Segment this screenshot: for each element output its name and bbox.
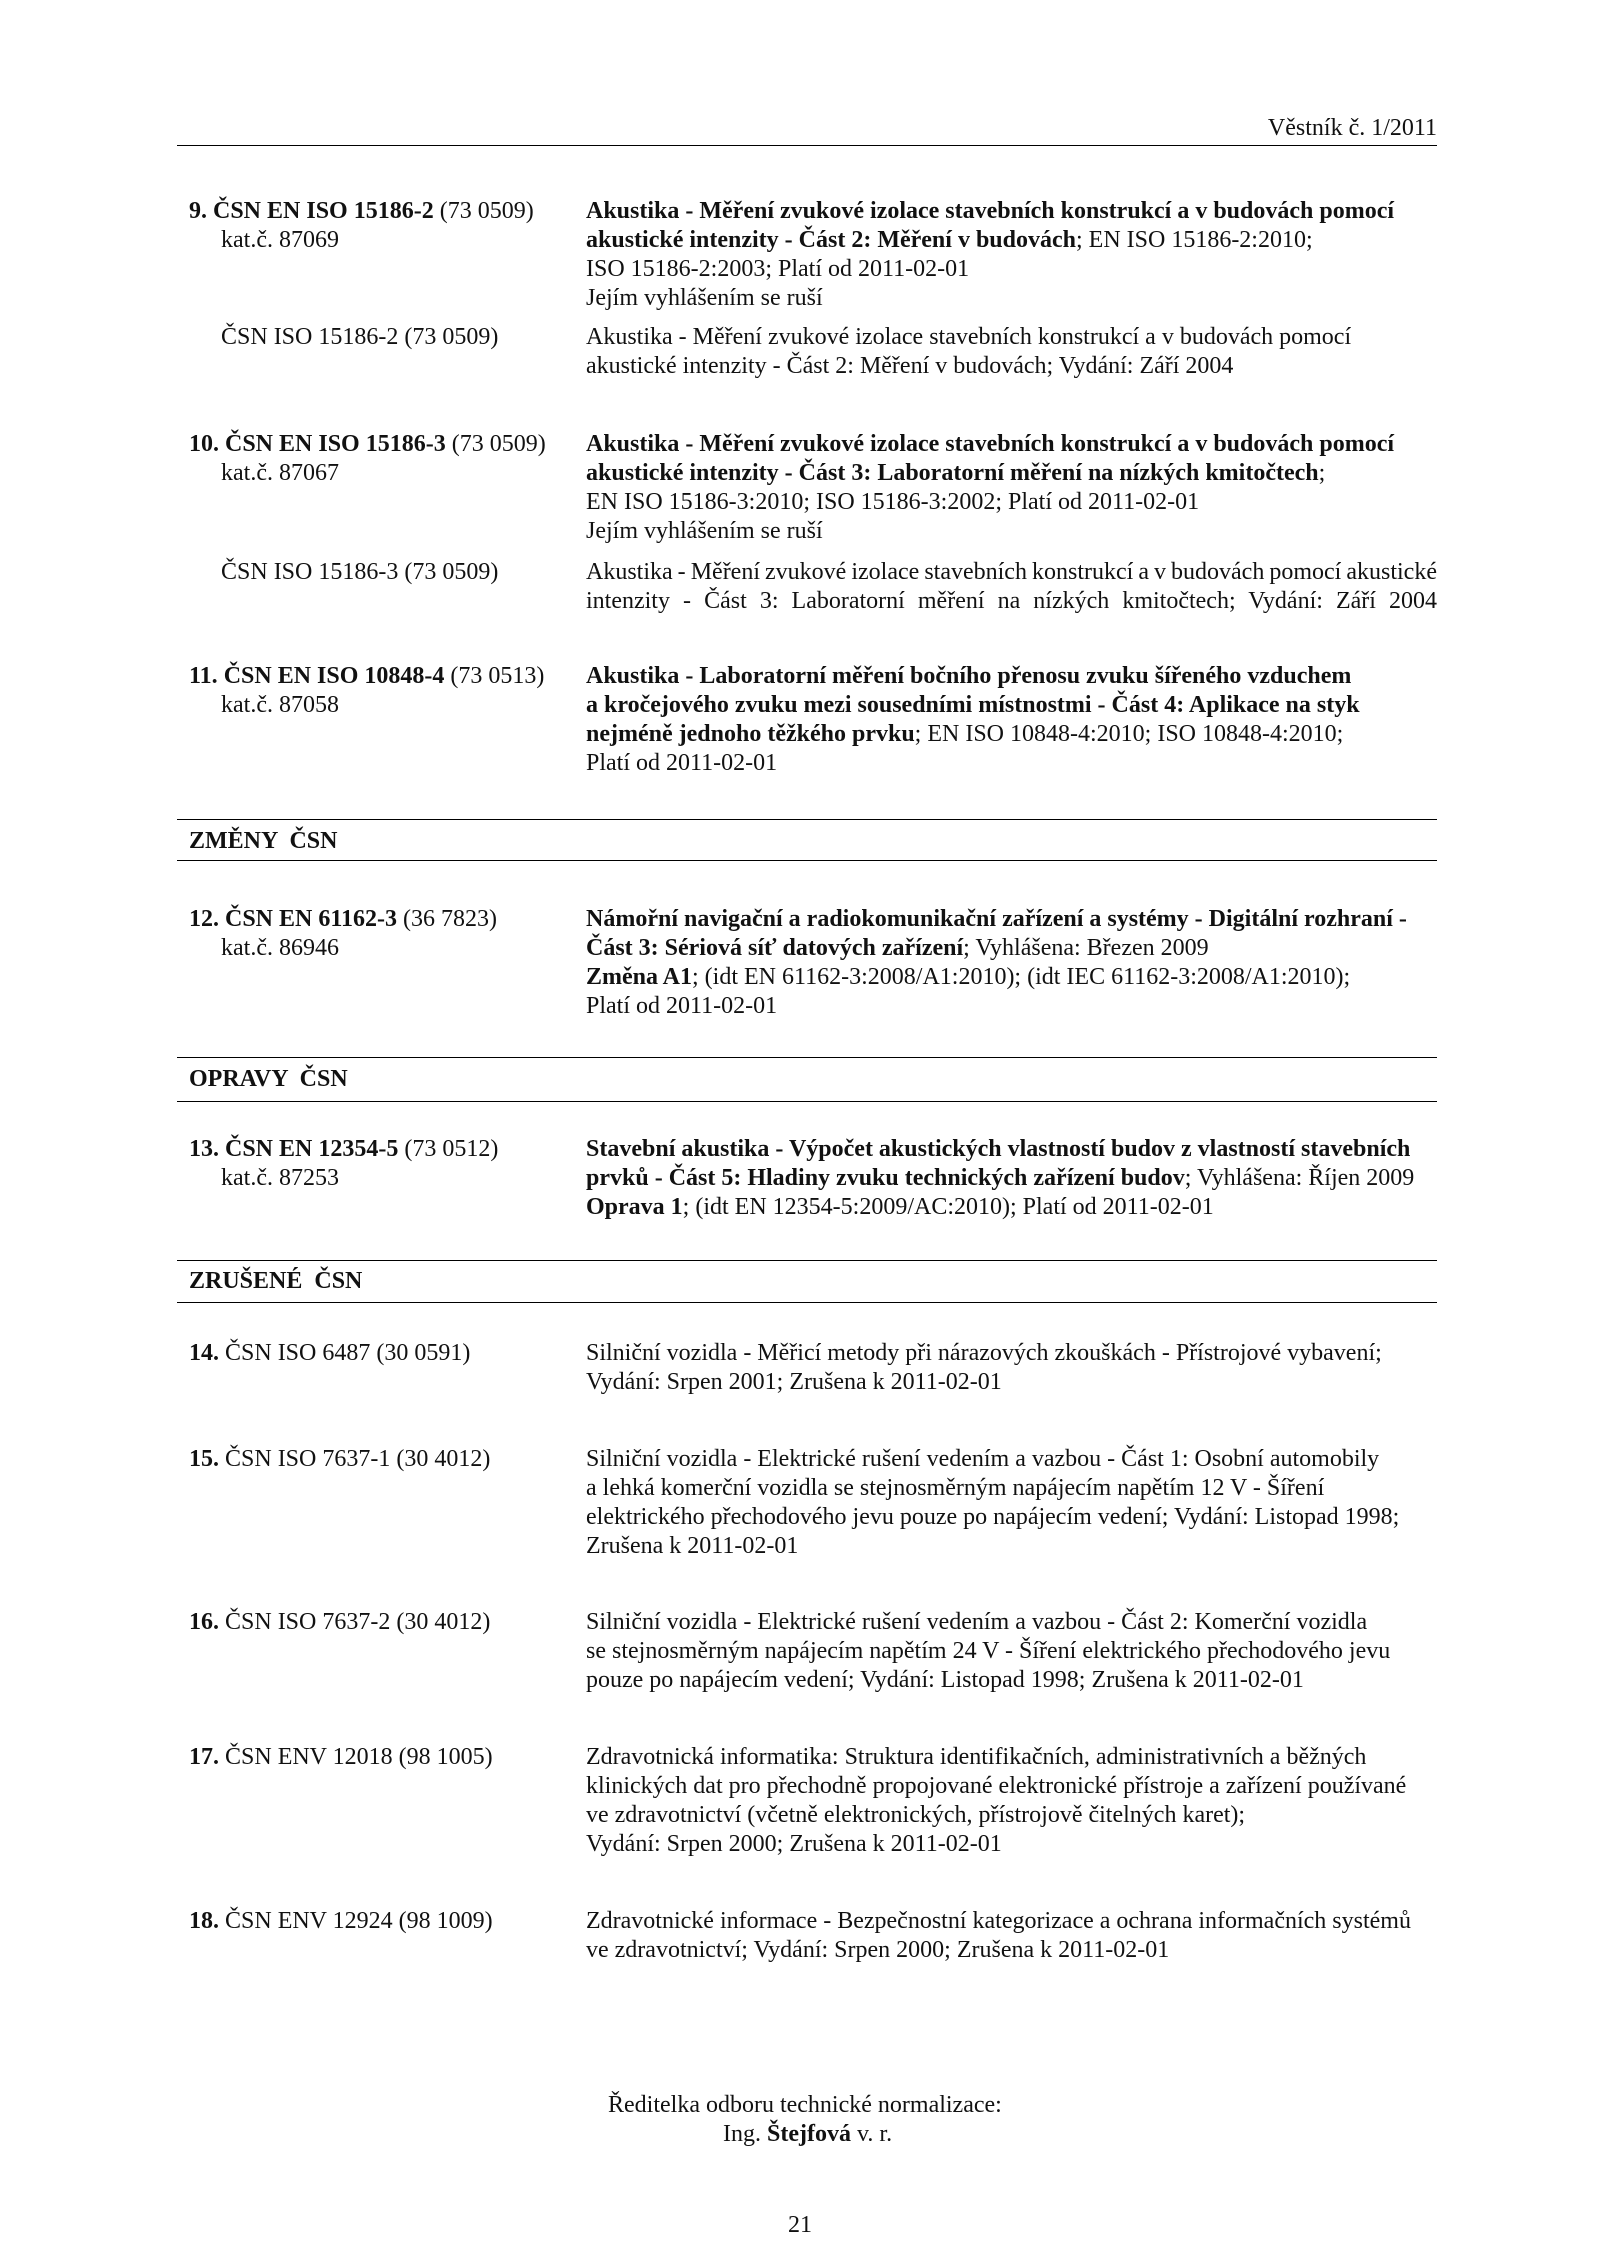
description-line: intenzity - Část 3: Laboratorní měření na nízkých kmitočtech; Vydání: Září 2004	[586, 588, 1437, 614]
entry-identifier	[189, 662, 579, 720]
entry-code-line	[189, 905, 579, 934]
description-line: a lehká komerční vozidla se stejnosměrným napájecím napětím 12 V - Šíření	[586, 1475, 1325, 1501]
description-line	[586, 1193, 1437, 1222]
entry-number: 10.	[189, 431, 219, 457]
entry-number: 12.	[189, 906, 219, 932]
standard-code: ČSN ISO 7637-2 (30 4012)	[225, 1609, 491, 1635]
standard-code: ČSN EN 61162-3	[225, 906, 398, 932]
header-rule	[177, 145, 1437, 146]
catalog-number: kat.č. 86946	[221, 935, 339, 961]
page-number: 21	[788, 2212, 812, 2238]
description-line	[586, 1135, 1437, 1164]
section-rule-bottom	[177, 1302, 1437, 1303]
signatory-suffix: v. r.	[856, 2121, 893, 2147]
standard-class: (73 0509)	[451, 431, 546, 457]
description-line	[586, 197, 1437, 226]
section-rule-bottom	[177, 1101, 1437, 1102]
description-line: Akustika - Měření zvukové izolace stavebních konstrukcí a v budovách pomocí akustické	[586, 559, 1437, 585]
section-heading-withdrawn: ZRUŠENÉ ČSN	[189, 1268, 363, 1294]
entry-description	[586, 1608, 1437, 1695]
entry-identifier	[189, 1608, 579, 1637]
signatory-title: Ing.	[723, 2121, 761, 2147]
description-bold: Akustika - Laboratorní měření bočního přenosu zvuku šířeného vzduchem	[586, 663, 1352, 689]
standard-code: ČSN ENV 12018 (98 1005)	[225, 1744, 493, 1770]
description-line: Silniční vozidla - Elektrické rušení vedením a vazbou - Část 2: Komerční vozidla	[586, 1609, 1368, 1635]
entry-code-line	[189, 662, 579, 691]
description-line	[586, 963, 1437, 992]
description-text: ; (idt EN 61162-3:2008/A1:2010); (idt IEC 61162-3:2008/A1:2010);	[692, 964, 1351, 990]
description-text: Platí od 2011-02-01	[586, 993, 778, 1019]
standard-class: (73 0513)	[450, 663, 545, 689]
replaced-code: ČSN ISO 15186-3 (73 0509)	[221, 559, 499, 585]
description-line	[586, 905, 1437, 934]
catalog-number: kat.č. 87069	[221, 227, 339, 253]
entry-number: 15.	[189, 1446, 219, 1472]
description-line	[586, 459, 1437, 488]
entry-description	[586, 905, 1437, 1021]
description-text: EN ISO 15186-3:2010; ISO 15186-3:2002; Platí od 2011-02-01	[586, 489, 1200, 515]
entry-identifier	[189, 1907, 579, 1936]
standard-code: ČSN EN 12354-5	[225, 1136, 399, 1162]
entry-number: 13.	[189, 1136, 219, 1162]
catalog-number: kat.č. 87253	[221, 1165, 339, 1191]
description-line: klinických dat pro přechodně propojované elektronické přístroje a zařízení používané	[586, 1773, 1407, 1799]
signatory-name-line	[723, 2120, 892, 2149]
entry-identifier	[189, 197, 579, 255]
entry-identifier	[189, 1445, 579, 1474]
description-line: se stejnosměrným napájecím napětím 24 V - Šíření elektrického přechodového jevu	[586, 1638, 1391, 1664]
description-line	[586, 1164, 1437, 1193]
entry-description	[586, 1743, 1437, 1859]
replaced-code: ČSN ISO 15186-2 (73 0509)	[221, 324, 499, 350]
description-text: ; Vyhlášena: Březen 2009	[963, 935, 1209, 961]
section-rule-top	[177, 1057, 1437, 1058]
entry-number: 11.	[189, 663, 218, 689]
description-line	[586, 255, 1437, 284]
description-bold: nejméně jednoho těžkého prvku	[586, 721, 915, 747]
standard-code: ČSN ISO 7637-1 (30 4012)	[225, 1446, 491, 1472]
entry-description	[586, 1445, 1437, 1561]
description-line: elektrického přechodového jevu pouze po napájecím vedení; Vydání: Listopad 1998;	[586, 1504, 1400, 1530]
section-rule-bottom	[177, 860, 1437, 861]
description-line: pouze po napájecím vedení; Vydání: Listopad 1998; Zrušena k 2011-02-01	[586, 1667, 1304, 1693]
replaced-identifier	[189, 323, 579, 352]
entry-number: 17.	[189, 1744, 219, 1770]
standard-code: ČSN EN ISO 15186-2	[213, 198, 434, 224]
standard-code: ČSN EN ISO 10848-4	[223, 663, 445, 689]
description-line: ve zdravotnictví (včetně elektronických, přístrojově čitelných karet);	[586, 1802, 1246, 1828]
description-text: ;	[1318, 460, 1326, 486]
description-bold: prvků - Část 5: Hladiny zvuku technických zařízení budov	[586, 1165, 1185, 1191]
description-line	[586, 749, 1437, 778]
entry-description	[586, 430, 1437, 546]
description-line	[586, 284, 1437, 313]
description-line: Zdravotnická informatika: Struktura identifikačních, administrativních a běžných	[586, 1744, 1367, 1770]
description-line: Silniční vozidla - Elektrické rušení vedením a vazbou - Část 1: Osobní automobily	[586, 1446, 1380, 1472]
description-text: Jejím vyhlášením se ruší	[586, 285, 823, 311]
entry-description	[586, 197, 1437, 313]
entry-description	[586, 662, 1437, 778]
entry-number: 18.	[189, 1908, 219, 1934]
description-line	[586, 934, 1437, 963]
signatory-role: Ředitelka odboru technické normalizace:	[608, 2092, 1002, 2118]
standard-code: ČSN ISO 6487 (30 0591)	[225, 1340, 471, 1366]
signatory-name: Štejfová	[767, 2121, 851, 2147]
entry-number: 16.	[189, 1609, 219, 1635]
entry-code-line	[189, 1339, 579, 1368]
description-line	[586, 430, 1437, 459]
entry-identifier	[189, 1135, 579, 1193]
entry-description	[586, 1907, 1437, 1965]
description-text: ; Vyhlášena: Říjen 2009	[1184, 1165, 1415, 1191]
replaced-description	[586, 558, 1437, 616]
description-text: ; EN ISO 10848-4:2010; ISO 10848-4:2010;	[914, 721, 1344, 747]
standard-class: (73 0509)	[439, 198, 534, 224]
description-text: ; EN ISO 15186-2:2010;	[1075, 227, 1313, 253]
section-rule-top	[177, 819, 1437, 820]
description-line: Akustika - Měření zvukové izolace stavebních konstrukcí a v budovách pomocí	[586, 324, 1352, 350]
description-line	[586, 691, 1437, 720]
entry-code-line	[189, 197, 579, 226]
entry-identifier	[189, 1743, 579, 1772]
replaced-description	[586, 323, 1437, 381]
entry-code-line	[189, 1907, 579, 1936]
entry-identifier	[189, 430, 579, 488]
replaced-identifier	[189, 558, 579, 587]
standard-class: (36 7823)	[403, 906, 498, 932]
standard-code: ČSN ENV 12924 (98 1009)	[225, 1908, 493, 1934]
description-text: ISO 15186-2:2003; Platí od 2011-02-01	[586, 256, 970, 282]
description-line	[586, 720, 1437, 749]
entry-description	[586, 1339, 1437, 1397]
description-line	[586, 226, 1437, 255]
description-bold: Oprava 1	[586, 1194, 683, 1220]
description-line: akustické intenzity - Část 2: Měření v budovách; Vydání: Září 2004	[586, 353, 1234, 379]
entry-code-line	[189, 430, 579, 459]
description-bold: Akustika - Měření zvukové izolace stavebních konstrukcí a v budovách pomocí	[586, 431, 1395, 457]
description-text: ; (idt EN 12354-5:2009/AC:2010); Platí od 2011-02-01	[682, 1194, 1214, 1220]
catalog-number: kat.č. 87067	[221, 460, 339, 486]
description-line: Zrušena k 2011-02-01	[586, 1533, 799, 1559]
description-bold: akustické intenzity - Část 2: Měření v budovách	[586, 227, 1076, 253]
description-line	[586, 517, 1437, 546]
section-rule-top	[177, 1260, 1437, 1261]
description-line: Silniční vozidla - Měřicí metody při nárazových zkouškách - Přístrojové vybavení;	[586, 1340, 1382, 1366]
description-line: Vydání: Srpen 2000; Zrušena k 2011-02-01	[586, 1831, 1002, 1857]
description-line: ve zdravotnictví; Vydání: Srpen 2000; Zrušena k 2011-02-01	[586, 1937, 1170, 1963]
description-bold: Akustika - Měření zvukové izolace stavebních konstrukcí a v budovách pomocí	[586, 198, 1395, 224]
description-line: Vydání: Srpen 2001; Zrušena k 2011-02-01	[586, 1369, 1002, 1395]
entry-code-line	[189, 1135, 579, 1164]
entry-code-line	[189, 1608, 579, 1637]
description-line	[586, 992, 1437, 1021]
description-text: Jejím vyhlášením se ruší	[586, 518, 823, 544]
standard-code: ČSN EN ISO 15186-3	[225, 431, 446, 457]
description-line	[586, 662, 1437, 691]
catalog-number: kat.č. 87058	[221, 692, 339, 718]
entry-identifier	[189, 905, 579, 963]
description-bold: Část 3: Sériová síť datových zařízení	[586, 935, 964, 961]
description-bold: Změna A1	[586, 964, 693, 990]
description-bold: a kročejového zvuku mezi sousedními místnostmi - Část 4: Aplikace na styk	[586, 692, 1360, 718]
entry-code-line	[189, 1743, 579, 1772]
section-heading-changes: ZMĚNY ČSN	[189, 828, 338, 854]
entry-code-line	[189, 1445, 579, 1474]
description-bold: Stavební akustika - Výpočet akustických vlastností budov z vlastností stavebních	[586, 1136, 1411, 1162]
entry-description	[586, 1135, 1437, 1222]
entry-number: 14.	[189, 1340, 219, 1366]
entry-number: 9.	[189, 198, 207, 224]
running-header: Věstník č. 1/2011	[1267, 115, 1437, 141]
section-heading-corrections: OPRAVY ČSN	[189, 1066, 348, 1092]
entry-identifier	[189, 1339, 579, 1368]
description-bold: Námořní navigační a radiokomunikační zařízení a systémy - Digitální rozhraní -	[586, 906, 1407, 932]
description-bold: akustické intenzity - Část 3: Laboratorní měření na nízkých kmitočtech	[586, 460, 1319, 486]
description-text: Platí od 2011-02-01	[586, 750, 778, 776]
standard-class: (73 0512)	[404, 1136, 499, 1162]
description-line: Zdravotnické informace - Bezpečnostní kategorizace a ochrana informačních systémů	[586, 1908, 1411, 1934]
description-line	[586, 488, 1437, 517]
